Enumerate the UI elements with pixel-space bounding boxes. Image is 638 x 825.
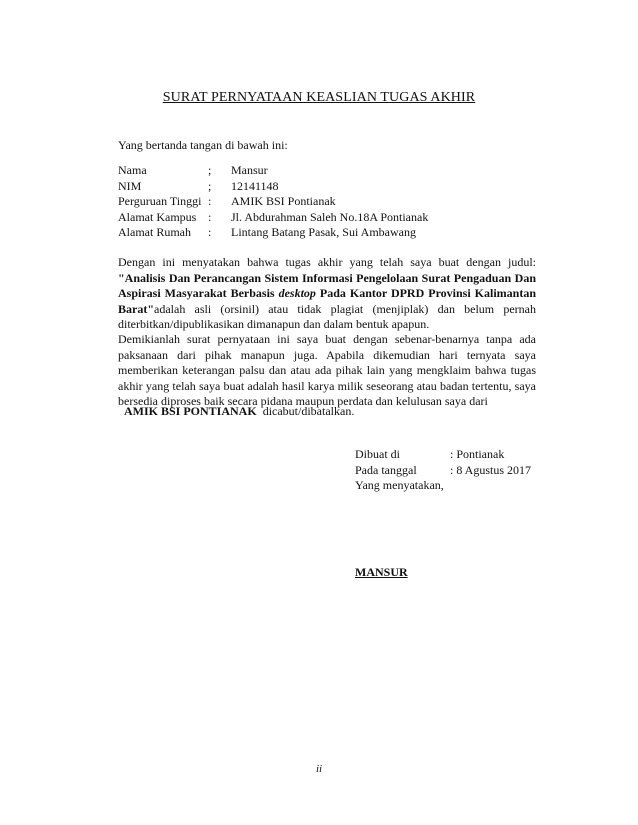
identity-label: Alamat Kampus <box>118 209 197 224</box>
intro-text: Yang bertanda tangan di bawah ini: <box>118 138 288 152</box>
identity-value: Lintang Batang Pasak, Sui Ambawang <box>231 225 416 239</box>
thesis-title-italic: desktop <box>278 286 316 300</box>
identity-colon: : <box>208 225 212 239</box>
identity-value: Mansur <box>231 163 268 177</box>
identity-label: NIM <box>118 178 142 193</box>
identity-row-nama <box>118 163 428 179</box>
signature-closing-row <box>355 478 531 494</box>
identity-colon: : <box>208 194 212 208</box>
identity-colon: ; <box>208 178 212 193</box>
statement-lead: Dengan ini menyatakan bahwa tugas akhir yang telah saya buat dengan judul: <box>118 255 536 269</box>
date-value: : 8 Agustus 2017 <box>450 462 532 477</box>
identity-label: Nama <box>118 163 147 177</box>
statement-paragraph <box>118 255 536 333</box>
statement-tail: adalah asli (orsinil) atau tidak plagiat (menjiplak) dan belum pernah diterbitkan/dipublikasikan dimanapun dan dalam bentuk apapun. <box>118 301 536 331</box>
signature-date-row <box>355 463 531 479</box>
identity-colon: ; <box>208 163 212 177</box>
signature-place-row <box>355 447 531 463</box>
declaration-paragraph: Demikianlah surat pernyataan ini saya buat dengan sebenar-benarnya tanpa ada paksanaan dari pihak manapun juga. Apabila dikemudian hari ternyata saya memberikan keterangan palsu dan atau ada pihak lain yang mengklaim bahwa tugas akhir yang telah saya buat adalah hasil karya milik seseorang atau badan tertentu, saya bersedia diproses baik secara pidana maupun perdata dan kelulusan saya dari <box>118 332 536 408</box>
identity-table <box>118 163 428 241</box>
identity-value: 12141148 <box>231 178 279 193</box>
identity-row-nim <box>118 179 428 195</box>
identity-label: Perguruan Tinggi <box>118 194 202 208</box>
signature-block <box>355 447 531 494</box>
institution-line-rest: dicabut/dibatalkan. <box>256 404 355 418</box>
identity-row-alamat-rumah <box>118 225 428 241</box>
identity-value: Jl. Abdurahman Saleh No.18A Pontianak <box>231 209 429 224</box>
identity-row-perguruan-tinggi <box>118 194 428 210</box>
date-label: Pada tanggal <box>355 462 417 477</box>
identity-label: Alamat Rumah <box>118 225 191 239</box>
identity-row-alamat-kampus <box>118 210 428 226</box>
institution-name: AMIK BSI PONTIANAK <box>124 404 257 418</box>
signer-name: MANSUR <box>355 565 408 579</box>
institution-line <box>124 404 354 419</box>
identity-colon: : <box>208 209 212 224</box>
document-title: SURAT PERNYATAAN KEASLIAN TUGAS AKHIR <box>162 90 476 105</box>
closing-text: Yang menyatakan, <box>355 478 444 493</box>
identity-value: AMIK BSI Pontianak <box>231 194 336 208</box>
page-number: ii <box>315 763 323 775</box>
thesis-title-part1: "Analisis Dan Perancangan Sistem Informasi Pengelolaan Surat Pengaduan Dan Aspirasi Masyarakat Berbasis <box>118 270 536 300</box>
thesis-title-part2: Pada Kantor DPRD Provinsi Kalimantan Barat" <box>118 286 536 316</box>
place-label: Dibuat di <box>355 447 400 462</box>
place-value: : Pontianak <box>450 447 505 462</box>
